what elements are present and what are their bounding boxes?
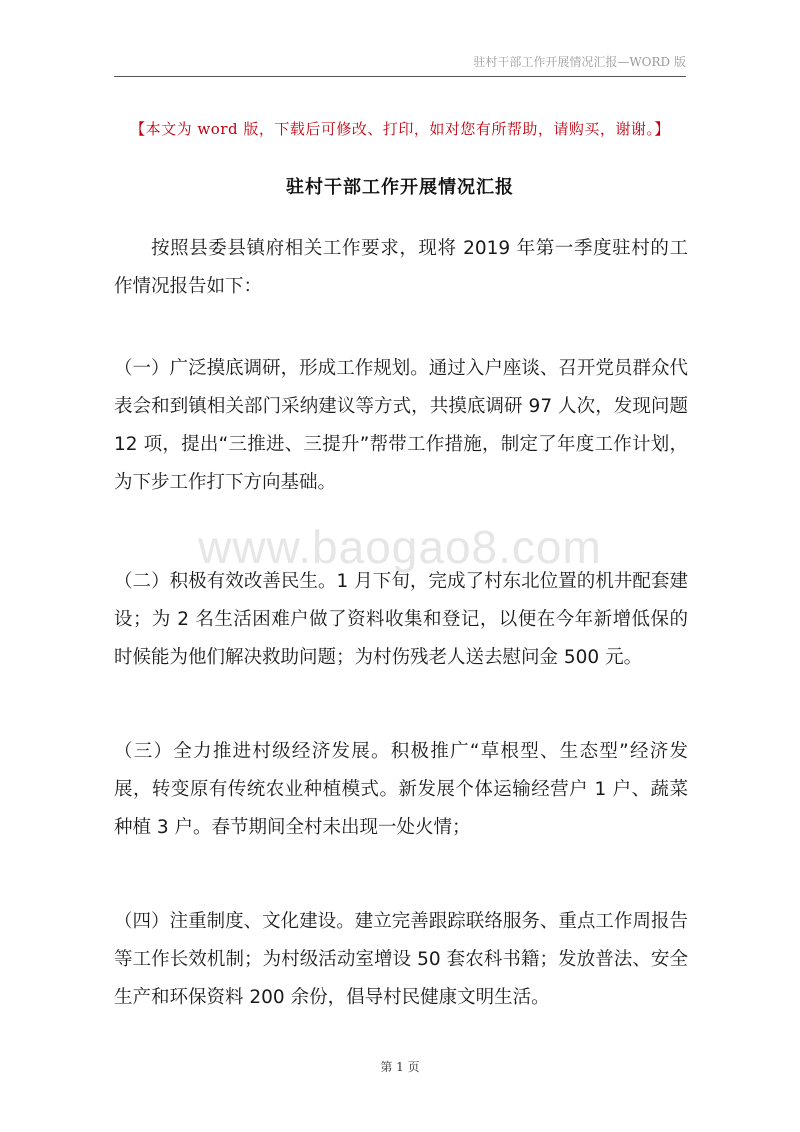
page-number: 第 1 页	[380, 1060, 420, 1074]
download-notice: 【本文为 word 版，下载后可修改、打印，如对您有所帮助，请购买，谢谢。】	[130, 120, 670, 138]
intro-paragraph: 按照县委县镇府相关工作要求，现将 2019 年第一季度驻村的工作情况报告如下：	[114, 238, 688, 297]
section-2-paragraph: （二）积极有效改善民生。1 月下旬，完成了村东北位置的机井配套建设；为 2 名生活困难户做了资料收集和登记，以便在今年新增低保的时候能为他们解决救助问题；为村伤残老人送去慰问金 500 元。	[114, 571, 688, 668]
running-header: 驻村干部工作开展情况汇报—WORD 版	[473, 55, 686, 69]
watermark: www.baogao8.com	[198, 521, 602, 573]
document-title: 驻村干部工作开展情况汇报	[286, 177, 514, 198]
section-4-paragraph: （四）注重制度、文化建设。建立完善跟踪联络服务、重点工作周报告等工作长效机制；为村级活动室增设 50 套农科书籍；发放普法、安全生产和环保资料 200 余份，倡导村民健康文明生活。	[114, 911, 688, 1008]
section-1-paragraph: （一）广泛摸底调研，形成工作规划。通过入户座谈、召开党员群众代表会和到镇相关部门采纳建议等方式，共摸底调研 97 人次，发现问题 12 项，提出“三推进、三提升”帮带工作措施，制定了年度工作计划，为下步工作打下方向基础。	[114, 358, 688, 493]
header-divider	[114, 76, 686, 77]
section-3-paragraph: （三）全力推进村级经济发展。积极推广“草根型、生态型”经济发展，转变原有传统农业种植模式。新发展个体运输经营户 1 户、蔬菜种植 3 户。春节期间全村未出现一处火情；	[114, 741, 688, 838]
